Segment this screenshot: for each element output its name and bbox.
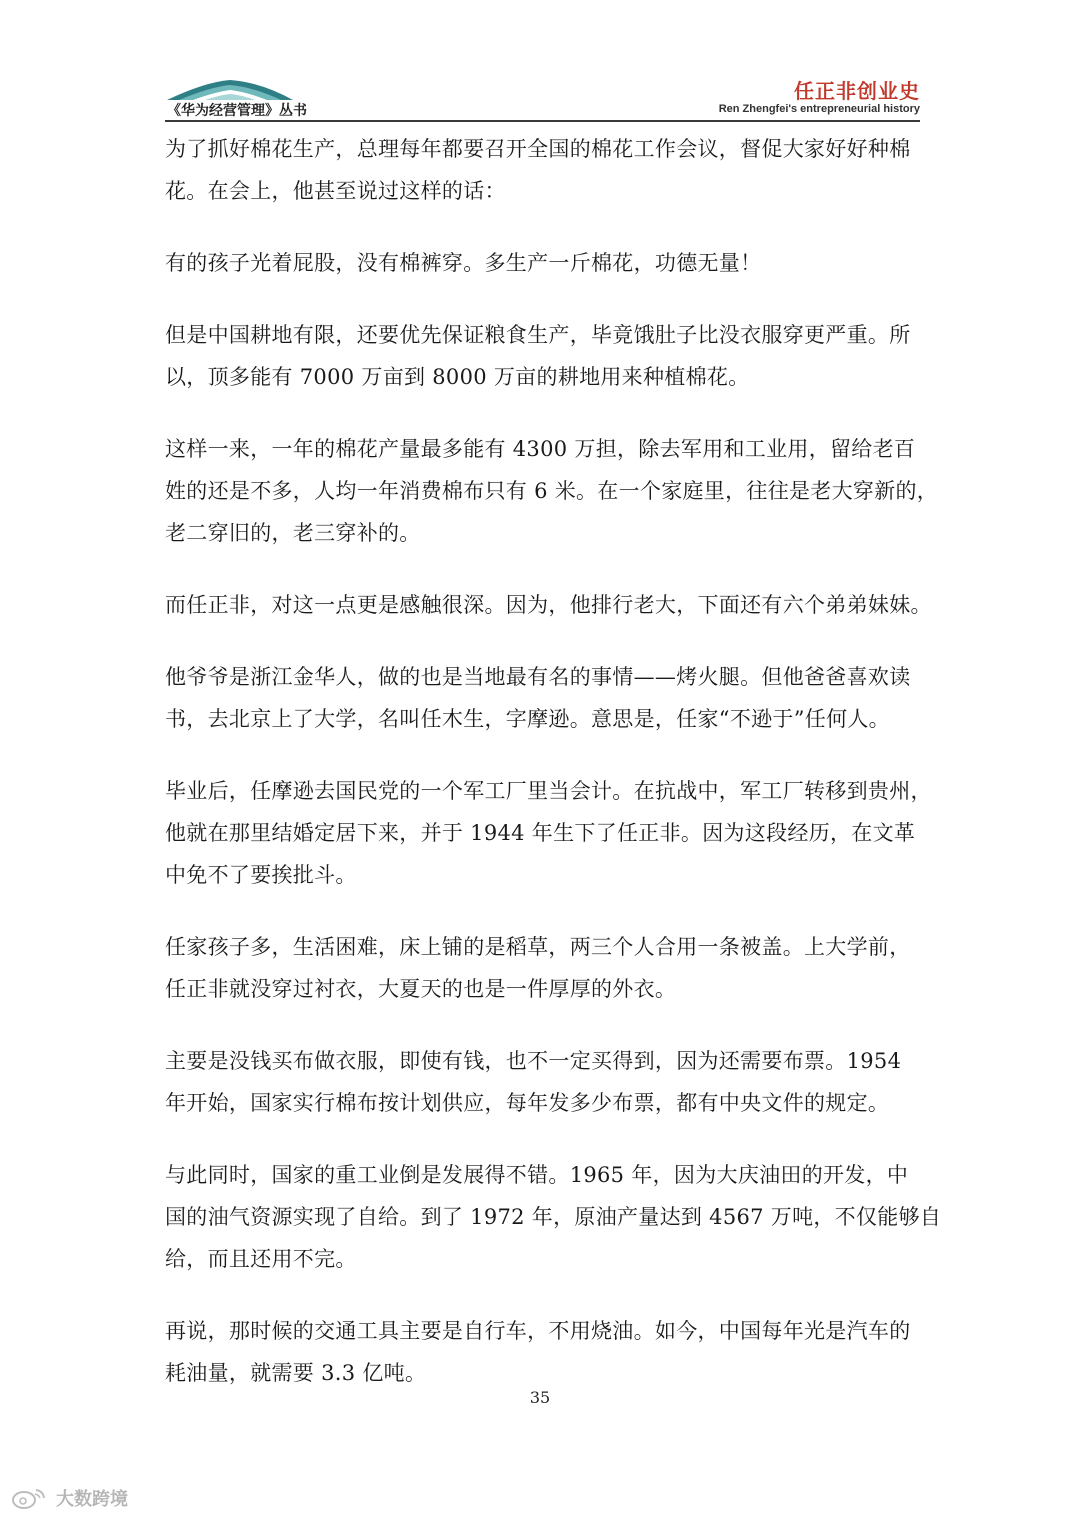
text-line: 给，而且还用不完。 (165, 1247, 357, 1271)
text-line: 这样一来，一年的棉花产量最多能有 4300 万担，除去军用和工业用，留给老百 (165, 437, 916, 461)
watermark (10, 1485, 128, 1511)
brand-title-en: Ren Zhengfei's entrepreneurial history (718, 103, 920, 115)
brand-block (719, 80, 920, 116)
body-text (165, 128, 942, 1424)
text-line: 有的孩子光着屁股，没有棉裤穿。多生产一斤棉花，功德无量！ (165, 251, 762, 275)
text-line: 国的油气资源实现了自给。到了 1972 年，原油产量达到 4567 万吨，不仅能够自 (165, 1205, 942, 1229)
paragraph (165, 770, 932, 896)
paragraph (165, 1154, 942, 1280)
paragraph (165, 242, 920, 284)
series-title: 《华为经营管理》丛书 (167, 103, 307, 119)
text-line: 为了抓好棉花生产，总理每年都要召开全国的棉花工作会议，督促大家好好种棉 (165, 137, 911, 161)
text-line: 他就在那里结婚定居下来，并于 1944 年生下了任正非。因为这段经历，在文革 (165, 821, 916, 845)
text-line: 毕业后，任摩逊去国民党的一个军工厂里当会计。在抗战中，军工厂转移到贵州， (165, 779, 932, 803)
text-line: 年开始，国家实行棉布按计划供应，每年发多少布票，都有中央文件的规定。 (165, 1091, 890, 1115)
text-line: 书，去北京上了大学，名叫任木生，字摩逊。意思是，任家“不逊于”任何人。 (165, 707, 890, 731)
paragraph (165, 428, 939, 554)
paragraph (165, 926, 920, 1010)
text-line: 花。在会上，他甚至说过这样的话： (165, 179, 506, 203)
watermark-text: 大数跨境 (56, 1489, 128, 1510)
brand-title-cn: 任正非创业史 (794, 79, 920, 103)
weibo-icon (10, 1486, 50, 1510)
text-line: 而任正非，对这一点更是感触很深。因为，他排行老大，下面还有六个弟弟妹妹。 (165, 593, 932, 617)
text-line: 姓的还是不多，人均一年消费棉布只有 6 米。在一个家庭里，往往是老大穿新的， (165, 479, 939, 503)
text-line: 再说，那时候的交通工具主要是自行车，不用烧油。如今，中国每年光是汽车的 (165, 1319, 911, 1343)
paragraph (165, 584, 932, 626)
text-line: 耗油量，就需要 3.3 亿吨。 (165, 1361, 427, 1385)
text-line: 他爷爷是浙江金华人，做的也是当地最有名的事情——烤火腿。但他爸爸喜欢读 (165, 665, 911, 689)
text-line: 任家孩子多，生活困难，床上铺的是稻草，两三个人合用一条被盖。上大学前， (165, 935, 911, 959)
text-line: 任正非就没穿过衬衣，大夏天的也是一件厚厚的外衣。 (165, 977, 677, 1001)
header-rule (165, 120, 920, 122)
paragraph (165, 1310, 920, 1394)
text-line: 以，顶多能有 7000 万亩到 8000 万亩的耕地用来种植棉花。 (165, 365, 750, 389)
text-line: 主要是没钱买布做衣服，即使有钱，也不一定买得到，因为还需要布票。1954 (165, 1049, 902, 1073)
page-number: 35 (529, 1388, 551, 1407)
paragraph (165, 314, 920, 398)
paragraph (165, 1040, 920, 1124)
paragraph (165, 128, 920, 212)
text-line: 但是中国耕地有限，还要优先保证粮食生产，毕竟饿肚子比没衣服穿更严重。所 (165, 323, 911, 347)
text-line: 老二穿旧的，老三穿补的。 (165, 521, 421, 545)
page-header (165, 70, 920, 122)
paragraph (165, 656, 920, 740)
text-line: 中免不了要挨批斗。 (165, 863, 357, 887)
text-line: 与此同时，国家的重工业倒是发展得不错。1965 年，因为大庆油田的开发，中 (165, 1163, 909, 1187)
